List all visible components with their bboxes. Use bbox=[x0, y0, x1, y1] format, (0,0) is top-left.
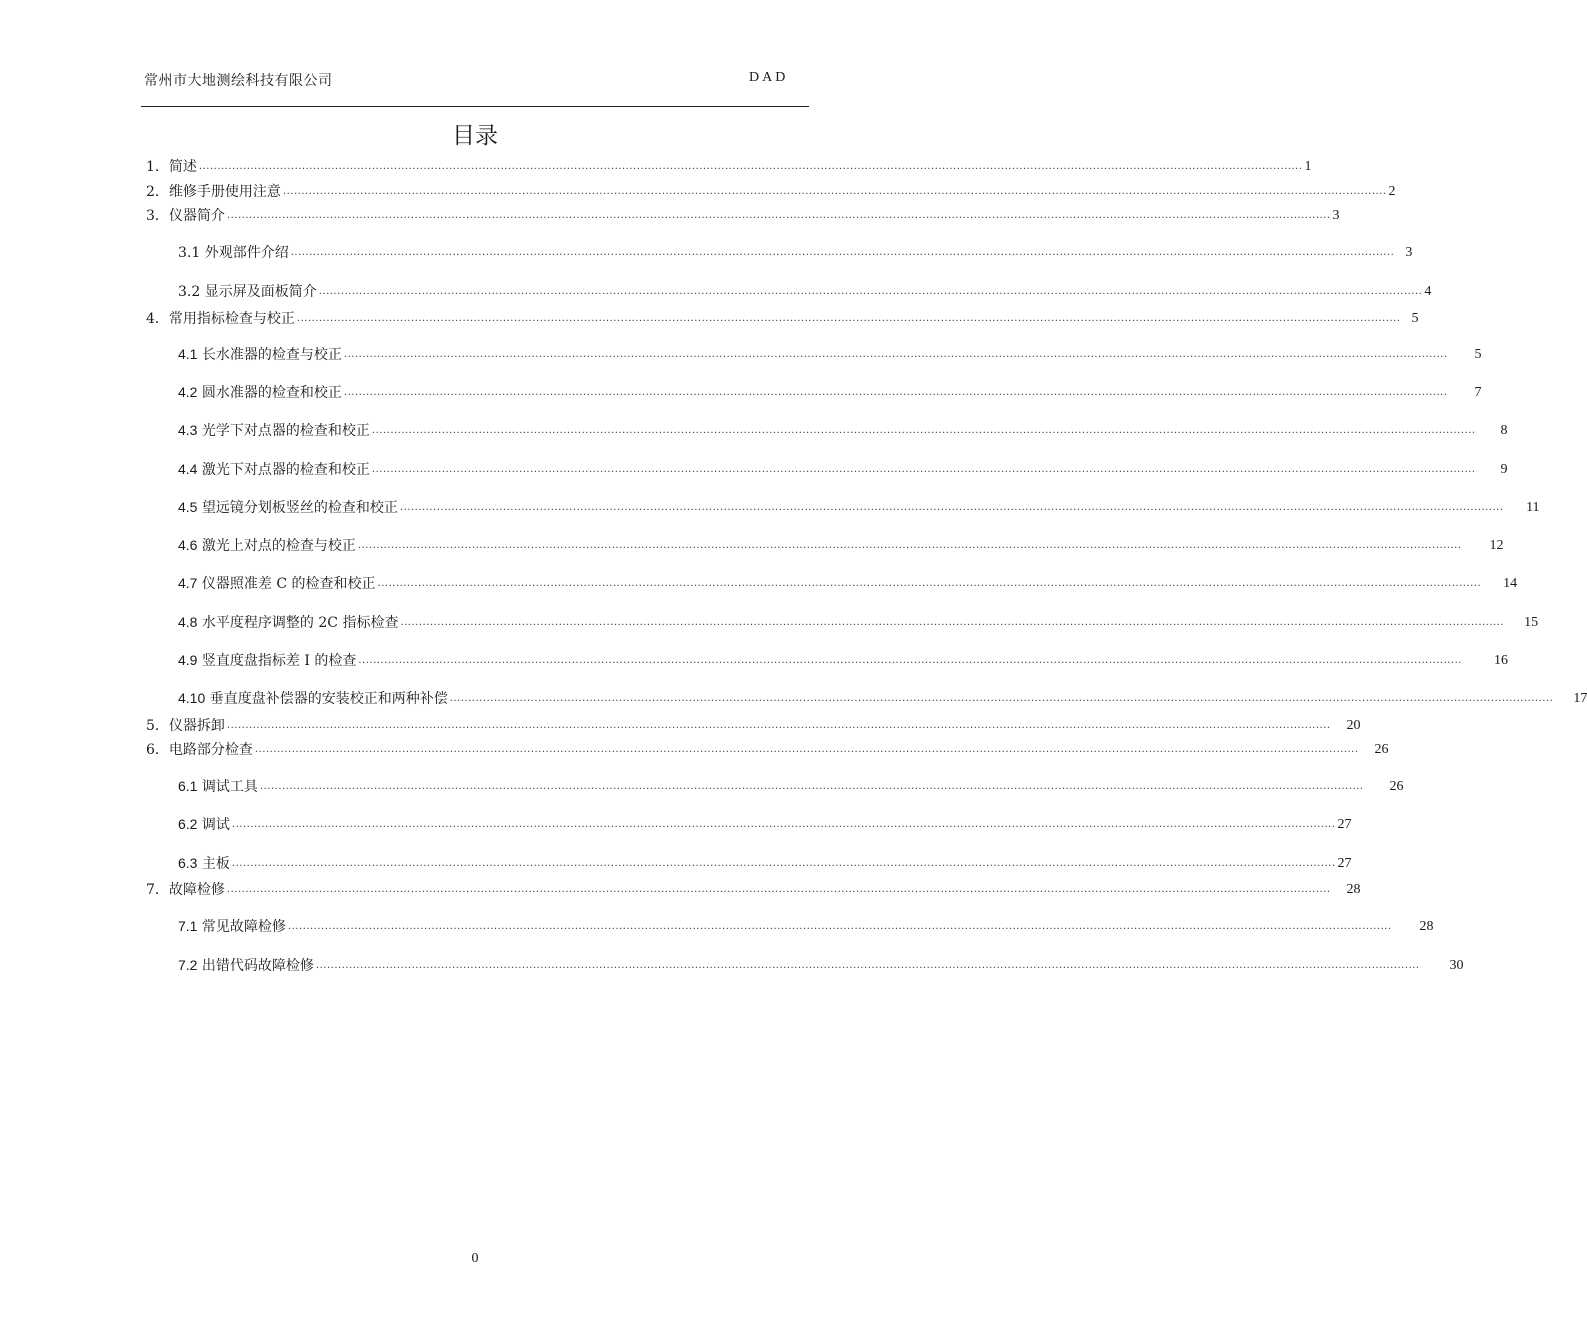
toc-entry-label bbox=[146, 717, 225, 735]
toc-leader-dots: ............................................................................................................................................................................................................................................................................................................ bbox=[226, 720, 1331, 731]
toc-entry-number: 4.9 bbox=[178, 652, 198, 668]
toc-entry-page: 17 bbox=[1573, 691, 1587, 706]
toc-entry-page: 3 bbox=[1405, 245, 1413, 260]
toc-entry-page: 5 bbox=[1474, 347, 1482, 362]
toc-entry-page: 9 bbox=[1500, 462, 1508, 477]
toc-leader-dots: ............................................................................................................................................................................................................................................................................................................ bbox=[343, 387, 1448, 398]
toc-entry-number: 3.1 bbox=[178, 245, 201, 261]
toc-entry-number: 4.1 bbox=[178, 346, 198, 362]
toc-entry-text: 常用指标检查与校正 bbox=[168, 311, 295, 327]
header-brand: DAD bbox=[749, 70, 789, 85]
toc-entry-label bbox=[178, 574, 376, 593]
toc-entry[interactable] bbox=[178, 614, 1539, 632]
toc-entry-text: 调试工具 bbox=[201, 779, 258, 795]
header-divider bbox=[141, 106, 809, 107]
toc-entry[interactable] bbox=[178, 778, 1404, 796]
toc-leader-dots: ............................................................................................................................................................................................................................................................................................................ bbox=[259, 781, 1364, 792]
toc-entry-label bbox=[178, 917, 286, 936]
toc-entry-text: 外观部件介绍 bbox=[204, 245, 289, 261]
toc-entry-number: 4.10 bbox=[178, 690, 206, 706]
toc-entry[interactable] bbox=[146, 310, 1419, 328]
toc-entry-number: 2． bbox=[146, 184, 169, 200]
toc-leader-dots: ............................................................................................................................................................................................................................................................................................................ bbox=[371, 425, 1476, 436]
toc-entry-page: 26 bbox=[1374, 742, 1389, 757]
toc-entry-text: 仪器简介 bbox=[168, 208, 225, 224]
toc-leader-dots: ............................................................................................................................................................................................................................................................................................................ bbox=[371, 464, 1476, 475]
toc-entry[interactable] bbox=[146, 207, 1340, 225]
toc-entry-text: 出错代码故障检修 bbox=[201, 958, 314, 974]
toc-leader-dots: ............................................................................................................................................................................................................................................................................................................ bbox=[318, 286, 1423, 297]
toc-entry-label bbox=[178, 536, 356, 555]
toc-entry-number: 4.2 bbox=[178, 384, 198, 400]
toc-entry-text: 望远镜分划板竖丝的检查和校正 bbox=[201, 500, 398, 516]
toc-entry[interactable] bbox=[178, 283, 1432, 301]
toc-entry-page: 7 bbox=[1474, 385, 1482, 400]
toc-entry-label bbox=[146, 183, 281, 201]
toc-entry-number: 5． bbox=[146, 718, 169, 734]
toc-entry-number: 7.2 bbox=[178, 957, 198, 973]
page-number: 0 bbox=[471, 1251, 479, 1266]
toc-entry[interactable] bbox=[146, 881, 1361, 899]
toc-entry-page: 16 bbox=[1493, 653, 1508, 668]
toc-entry-text: 调试 bbox=[201, 817, 230, 833]
toc-entry-page: 27 bbox=[1337, 817, 1352, 832]
toc-leader-dots: ............................................................................................................................................................................................................................................................................................................ bbox=[358, 655, 1462, 666]
toc-entry-number: 4.7 bbox=[178, 575, 198, 591]
toc-entry-page: 4 bbox=[1424, 284, 1432, 299]
toc-entry-text: 维修手册使用注意 bbox=[168, 184, 281, 200]
toc-entry-number: 6.2 bbox=[178, 816, 198, 832]
toc-entry[interactable] bbox=[178, 537, 1504, 555]
toc-entry-text: 激光上对点的检查与校正 bbox=[201, 538, 356, 554]
toc-entry-page: 20 bbox=[1346, 718, 1361, 733]
toc-entry-label bbox=[146, 158, 197, 176]
toc-entry-label bbox=[178, 956, 314, 975]
toc-entry-page: 11 bbox=[1526, 500, 1540, 515]
toc-entry-text: 仪器拆卸 bbox=[168, 718, 225, 734]
toc-entry-label bbox=[178, 383, 342, 402]
toc-entry-number: 4． bbox=[146, 311, 169, 327]
toc-entry-number: 4.6 bbox=[178, 537, 198, 553]
toc-entry-label bbox=[178, 613, 398, 632]
toc-leader-dots: ............................................................................................................................................................................................................................................................................................................ bbox=[282, 186, 1387, 197]
toc-entry-label bbox=[178, 815, 230, 834]
toc-entry[interactable] bbox=[178, 384, 1482, 402]
toc-entry-text: 长水准器的检查与校正 bbox=[201, 347, 342, 363]
toc-entry-page: 28 bbox=[1419, 919, 1434, 934]
toc-entry-page: 14 bbox=[1503, 576, 1518, 591]
toc-entry-text: 故障检修 bbox=[168, 882, 225, 898]
toc-entry-label bbox=[178, 651, 356, 670]
toc-entry-page: 15 bbox=[1524, 615, 1539, 630]
toc-entry-page: 1 bbox=[1304, 159, 1312, 174]
toc-entry[interactable] bbox=[178, 690, 1587, 708]
toc-entry[interactable] bbox=[146, 158, 1312, 176]
toc-entry[interactable] bbox=[178, 575, 1518, 593]
toc-entry-number: 3． bbox=[146, 208, 169, 224]
toc-entry[interactable] bbox=[146, 717, 1361, 735]
toc-leader-dots: ............................................................................................................................................................................................................................................................................................................ bbox=[254, 744, 1359, 755]
toc-leader-dots: ............................................................................................................................................................................................................................................................................................................ bbox=[226, 884, 1331, 895]
toc-entry-number: 4.5 bbox=[178, 499, 198, 515]
toc-entry-label bbox=[178, 689, 448, 708]
header-company: 常州市大地测绘科技有限公司 bbox=[144, 73, 333, 89]
toc-entry[interactable] bbox=[146, 183, 1396, 201]
toc-entry[interactable] bbox=[178, 957, 1464, 975]
toc-entry-text: 激光下对点器的检查和校正 bbox=[201, 462, 370, 478]
toc-entry-text: 圆水准器的检查和校正 bbox=[201, 385, 342, 401]
toc-entry-label bbox=[178, 283, 317, 301]
toc-entry-page: 5 bbox=[1411, 311, 1419, 326]
toc-entry-page: 28 bbox=[1346, 882, 1361, 897]
toc-entry-number: 1． bbox=[146, 159, 169, 175]
toc-entry-label bbox=[146, 881, 225, 899]
toc-entry-number: 6.3 bbox=[178, 855, 198, 871]
toc-entry-text: 显示屏及面板简介 bbox=[204, 284, 317, 300]
toc-entry-page: 30 bbox=[1449, 958, 1464, 973]
toc-leader-dots: ............................................................................................................................................................................................................................................................................................................ bbox=[449, 693, 1554, 704]
toc-entry-text: 常见故障检修 bbox=[201, 919, 286, 935]
toc-entry-text: 垂直度盘补偿器的安装校正和两种补偿 bbox=[209, 691, 448, 707]
toc-leader-dots: ............................................................................................................................................................................................................................................................................................................ bbox=[399, 502, 1504, 513]
page-title: 目录 bbox=[452, 123, 498, 149]
toc-entry-page: 3 bbox=[1332, 208, 1340, 223]
toc-entry[interactable] bbox=[178, 918, 1434, 936]
toc-entry-number: 4.4 bbox=[178, 461, 198, 477]
toc-entry-label bbox=[178, 498, 398, 517]
toc-leader-dots: ............................................................................................................................................................................................................................................................................................................ bbox=[287, 921, 1392, 932]
toc-leader-dots: ............................................................................................................................................................................................................................................................................................................ bbox=[231, 858, 1336, 869]
toc-leader-dots: ............................................................................................................................................................................................................................................................................................................ bbox=[226, 210, 1331, 221]
toc-entry-page: 2 bbox=[1388, 184, 1396, 199]
toc-entry-label bbox=[146, 741, 253, 759]
toc-entry-number: 7． bbox=[146, 882, 169, 898]
toc-entry-label bbox=[178, 345, 342, 364]
toc-entry[interactable] bbox=[178, 346, 1482, 364]
toc-entry-label bbox=[178, 854, 230, 873]
toc-entry[interactable] bbox=[178, 244, 1413, 262]
toc-leader-dots: ............................................................................................................................................................................................................................................................................................................ bbox=[296, 313, 1401, 324]
toc-entry[interactable] bbox=[178, 422, 1508, 440]
toc-entry-page: 27 bbox=[1337, 856, 1352, 871]
toc-entry-text: 水平度程序调整的 2C 指标检查 bbox=[201, 615, 399, 631]
toc-entry-text: 光学下对点器的检查和校正 bbox=[201, 423, 370, 439]
toc-leader-dots: ............................................................................................................................................................................................................................................................................................................ bbox=[231, 819, 1336, 830]
toc-leader-dots: ............................................................................................................................................................................................................................................................................................................ bbox=[315, 960, 1420, 971]
toc-entry-number: 7.1 bbox=[178, 918, 198, 934]
toc-entry-text: 电路部分检查 bbox=[168, 742, 253, 758]
toc-entry-number: 3.2 bbox=[178, 284, 201, 300]
toc-entry-label bbox=[178, 777, 258, 796]
toc-entry-number: 4.3 bbox=[178, 422, 198, 438]
toc-entry[interactable] bbox=[178, 652, 1508, 670]
toc-entry-number: 4.8 bbox=[178, 614, 198, 630]
toc-entry[interactable] bbox=[178, 499, 1540, 517]
toc-entry-label bbox=[146, 207, 225, 225]
toc-entry-text: 简述 bbox=[168, 159, 197, 175]
toc-entry-page: 8 bbox=[1500, 423, 1508, 438]
toc-entry-label bbox=[178, 460, 370, 479]
toc-entry[interactable] bbox=[178, 461, 1508, 479]
toc-entry-page: 12 bbox=[1489, 538, 1504, 553]
toc-leader-dots: ............................................................................................................................................................................................................................................................................................................ bbox=[377, 578, 1482, 589]
toc-entry-text: 竖直度盘指标差 I 的检查 bbox=[201, 653, 357, 669]
toc-entry[interactable] bbox=[178, 816, 1352, 834]
toc-entry-label bbox=[178, 244, 289, 262]
toc-entry-text: 仪器照准差 C 的检查和校正 bbox=[201, 576, 376, 592]
toc-leader-dots: ............................................................................................................................................................................................................................................................................................................ bbox=[290, 247, 1395, 258]
toc-leader-dots: ............................................................................................................................................................................................................................................................................................................ bbox=[343, 349, 1448, 360]
toc-entry-number: 6． bbox=[146, 742, 169, 758]
toc-entry-label bbox=[146, 310, 295, 328]
toc-entry-number: 6.1 bbox=[178, 778, 198, 794]
toc-leader-dots: ............................................................................................................................................................................................................................................................................................................ bbox=[400, 617, 1505, 628]
toc-entry[interactable] bbox=[146, 741, 1389, 759]
toc-entry-label bbox=[178, 421, 370, 440]
toc-entry-page: 26 bbox=[1389, 779, 1404, 794]
toc-leader-dots: ............................................................................................................................................................................................................................................................................................................ bbox=[198, 161, 1303, 172]
toc-leader-dots: ............................................................................................................................................................................................................................................................................................................ bbox=[357, 540, 1462, 551]
toc-entry-text: 主板 bbox=[201, 856, 230, 872]
toc-entry[interactable] bbox=[178, 855, 1352, 873]
